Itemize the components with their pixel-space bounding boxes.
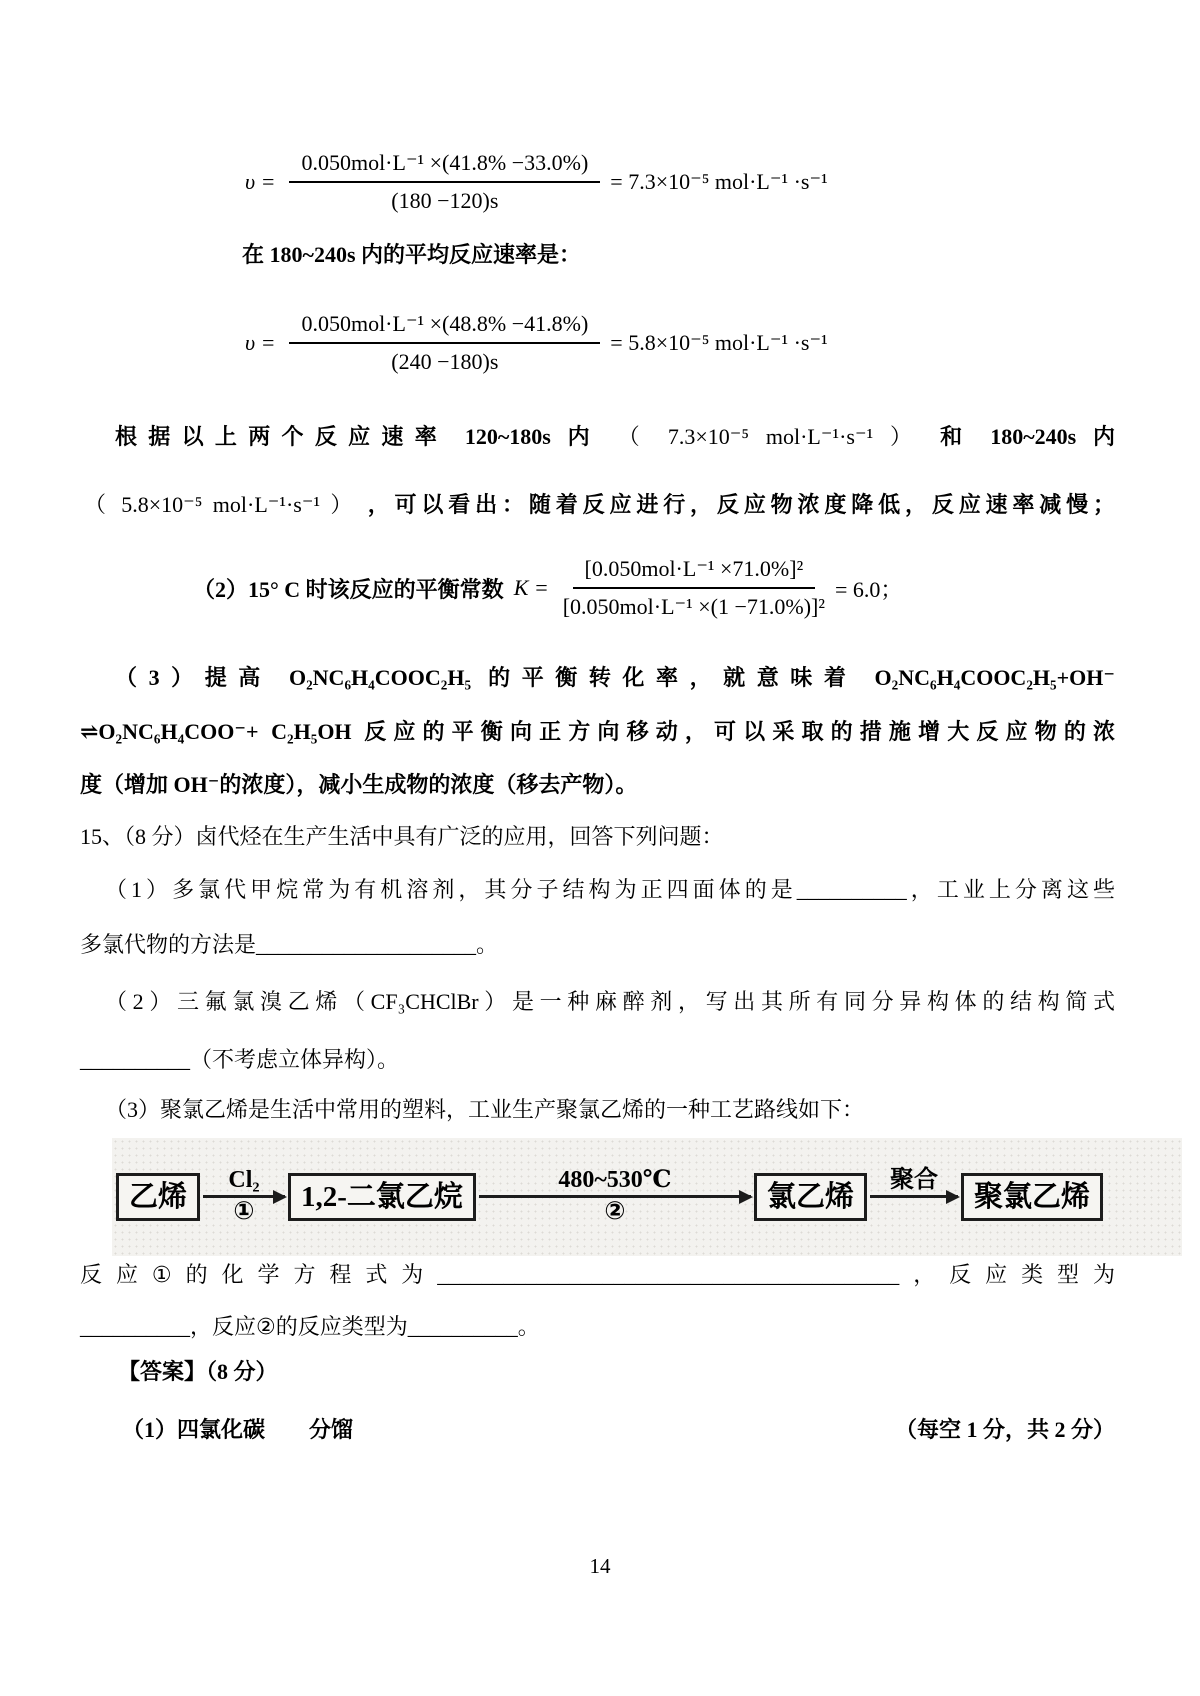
answer-item-1-score: （每空 1 分，共 2 分） (894, 1417, 1115, 1442)
k-variable: K = (513, 575, 549, 600)
fraction-numerator: [0.050mol·L⁻¹ ×71.0%]² (573, 556, 816, 589)
formula-result: = 5.8×10⁻⁵ mol·L⁻¹ ·s⁻¹ (610, 330, 828, 355)
fraction (289, 311, 600, 375)
question15-q3-intro: （3）聚氯乙烯是生活中常用的塑料，工业生产聚氯乙烯的一种工艺路线如下： (105, 1097, 865, 1122)
question15-header: 15、（8 分）卤代烃在生产生活中具有广泛的应用，回答下列问题： (80, 824, 724, 849)
fraction-numerator: 0.050mol·L⁻¹ ×(48.8% −41.8%) (289, 311, 600, 344)
comparison-text-2: 和 180~240s 内 (940, 424, 1116, 449)
arrow2-line (479, 1195, 751, 1198)
flow-box-dichloroethane: 1,2-二氯乙烷 (288, 1173, 476, 1221)
flow-box-chloroethylene: 氯乙烯 (754, 1173, 867, 1221)
fraction-denominator: [0.050mol·L⁻¹ ×(1 −71.0%)]² (562, 594, 825, 619)
flow-arrow-1 (203, 1167, 285, 1227)
answer-header: 【答案】（8 分） (118, 1359, 278, 1384)
flow-box-ethylene: 乙烯 (116, 1173, 200, 1221)
formula-lhs: υ = (245, 169, 276, 194)
comparison-line-1 (115, 421, 1115, 453)
formula-result: = 6.0； (834, 576, 903, 602)
fraction (289, 150, 600, 214)
arrow2-condition-label: 480~530℃ (558, 1167, 672, 1193)
arrow3-process-label: 聚合 (889, 1167, 938, 1193)
part3-line-2: ⇌O₂NC₆H₄COO⁻+ C₂H₅OH 反应的平衡向正方向移动，可以采取的措施增大反应物的浓 (80, 719, 1115, 744)
question15-q3-blank1: 反应①的化学方程式为__________________________________________，反应类型为 (80, 1262, 1115, 1287)
flow-arrow-3 (870, 1167, 958, 1227)
rate-value-1: （ 7.3×10⁻⁵ mol·L⁻¹·s⁻¹ ） (617, 424, 924, 449)
part3-line-3: 度（增加 OH⁻的浓度），减小生成物的浓度（移去产物）。 (80, 772, 638, 797)
rate-formula-120-180 (245, 150, 828, 214)
process-flow-diagram (112, 1138, 1182, 1256)
arrow3-line (870, 1195, 958, 1198)
question15-q2-line2: __________（不考虑立体异构）。 (80, 1047, 400, 1072)
fraction-numerator: 0.050mol·L⁻¹ ×(41.8% −33.0%) (289, 150, 600, 183)
comparison-line-2 (84, 489, 1115, 521)
arrow1-step-label: ① (233, 1198, 255, 1225)
question15-q1-line1: （1）多氯代甲烷常为有机溶剂，其分子结构为正四面体的是__________，工业上分离这些 (105, 877, 1115, 902)
avg-rate-label: 在 180~240s 内的平均反应速率是： (242, 242, 582, 267)
fraction-denominator: (180 −120)s (391, 188, 499, 213)
arrow1-line (203, 1195, 285, 1198)
comparison-conclusion: ，可以看出：随着反应进行，反应物浓度降低，反应速率减慢； (367, 492, 1116, 517)
rate-value-2: （ 5.8×10⁻⁵ mol·L⁻¹·s⁻¹ ） (84, 492, 358, 517)
equilibrium-constant-formula (193, 556, 902, 620)
fraction-denominator: (240 −180)s (391, 349, 499, 374)
fraction (563, 556, 825, 620)
comparison-text-1: 根据以上两个反应速率 120~180s 内 (115, 424, 601, 449)
question15-q3-blank2: __________，反应②的反应类型为__________。 (80, 1314, 540, 1339)
formula-lhs: υ = (245, 330, 276, 355)
rate-formula-180-240 (245, 311, 828, 375)
arrow1-reagent-label: Cl₂ (228, 1167, 260, 1193)
flow-arrow-2 (479, 1167, 751, 1227)
part2-label: （2）15° C 时该反应的平衡常数 (193, 576, 504, 602)
flow-box-pvc: 聚氯乙烯 (961, 1173, 1103, 1221)
part3-line-1: （3）提高 O₂NC₆H₄COOC₂H₅ 的平衡转化率，就意味着 O₂NC₆H₄COOC₂H₅+OH⁻ (115, 665, 1115, 690)
question15-q2-line1: （2）三氟氯溴乙烯（CF₃CHClBr）是一种麻醉剂，写出其所有同分异构体的结构简式 (105, 989, 1115, 1014)
answer-item-1 (122, 1414, 1115, 1446)
formula-result: = 7.3×10⁻⁵ mol·L⁻¹ ·s⁻¹ (610, 169, 828, 194)
arrow2-step-label: ② (604, 1198, 626, 1225)
question15-q1-line2: 多氯代物的方法是____________________。 (80, 932, 499, 957)
answer-item-1-text: （1）四氯化碳 分馏 (122, 1417, 354, 1442)
page-number: 14 (589, 1554, 611, 1578)
